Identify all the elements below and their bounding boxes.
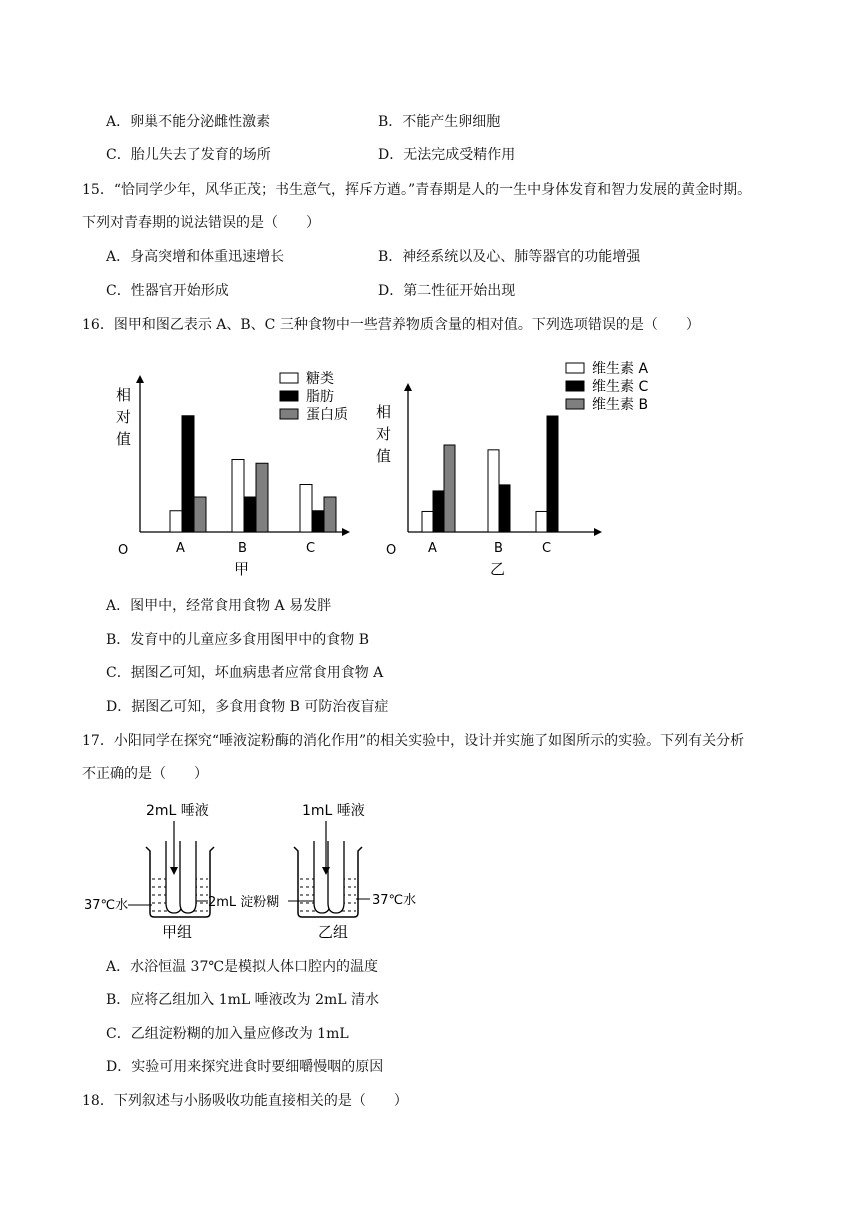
origin-label: O [386,543,397,558]
starch-label: 2mL 淀粉糊 [208,895,280,910]
y-axis-arrow [136,375,144,383]
y-axis-label-char: 相 [376,403,392,421]
right-beaker [288,821,370,917]
bar-A-0 [422,511,433,532]
bar-A-1 [433,491,444,532]
q14-option-b: B．不能产生卵细胞 [378,114,501,130]
x-tick-label: A [428,541,437,556]
x-tick-label: C [542,541,552,556]
y-axis-label-char: 值 [376,447,392,465]
right-saliva-label: 1mL 唾液 [302,803,365,819]
legend-label: 蛋白质 [306,407,348,423]
x-tick-label: B [238,541,247,556]
chart-jia [110,355,370,580]
x-tick-label: B [494,541,503,556]
right-water-label: 37℃水 [372,893,417,908]
bar-C-0 [300,485,312,533]
bar-B-1 [244,497,256,532]
q16-option-c: C．据图乙可知，坏血病患者应常食用食物 A [106,665,384,681]
q15-option-b: B．神经系统以及心、肺等器官的功能增强 [378,249,641,265]
q14-option-a: A．卵巢不能分泌雌性激素 [106,114,271,130]
bar-B-0 [488,450,499,532]
q16-option-d: D．据图乙可知，多食用食物 B 可防治夜盲症 [106,699,389,715]
origin-label: O [118,543,129,558]
bar-C-2 [324,497,336,532]
y-axis-label-char: 值 [116,430,132,448]
q15-option-a: A．身高突增和体重迅速增长 [106,249,285,265]
q15-stem-line2: 下列对青春期的说法错误的是（ ） [82,215,320,231]
bar-C-1 [312,511,324,532]
bar-B-1 [499,485,510,532]
q14-option-d: D．无法完成受精作用 [378,147,516,163]
q15-option-d: D．第二性征开始出现 [378,283,516,299]
legend-label: 糖类 [306,371,334,387]
left-beaker [128,821,214,917]
legend-label: 脂肪 [306,389,334,405]
q18-stem: 18．下列叙述与小肠吸收功能直接相关的是（ ） [82,1093,408,1109]
chart-caption: 乙 [490,560,506,578]
q17-option-c: C．乙组淀粉糊的加入量应修改为 1mL [106,1026,349,1042]
legend-label: 维生素 C [592,379,649,395]
group-yi-caption: 乙组 [318,923,349,941]
x-axis-arrow [594,528,602,536]
chart-yi [370,355,670,580]
q17-option-d: D．实验可用来探究进食时要细嚼慢咽的原因 [106,1059,384,1075]
beaker-experiment-figure [80,795,430,945]
group-jia-caption: 甲组 [162,923,193,941]
q16-stem: 16．图甲和图乙表示 A、B、C 三种食物中一些营养物质含量的相对值。下列选项错误的是（ ） [82,317,700,333]
q14-option-c: C．胎儿失去了发育的场所 [106,147,271,163]
q17-stem-line1: 17．小阳同学在探究“唾液淀粉酶的消化作用”的相关实验中，设计并实施了如图所示的实验。下列有关分析 [82,733,745,749]
bar-A-2 [444,445,455,532]
bar-A-0 [170,511,182,532]
q15-option-c: C．性器官开始形成 [106,283,229,299]
bar-A-1 [182,416,194,532]
legend-swatch [566,399,584,409]
x-tick-label: A [176,541,185,556]
x-tick-label: C [306,541,316,556]
legend-swatch [566,381,584,391]
q15-stem-line1: 15．“恰同学少年，风华正茂；书生意气，挥斥方遒。”青春期是人的一生中身体发育和智力发展的黄金时期。 [82,182,752,198]
legend-label: 维生素 A [592,361,649,377]
x-axis-arrow [342,528,350,536]
bar-C-0 [536,511,547,532]
legend-swatch [280,373,298,383]
q17-option-b: B．应将乙组加入 1mL 唾液改为 2mL 清水 [106,992,380,1008]
left-water-label: 37℃水 [84,898,129,913]
legend-label: 维生素 B [592,397,649,413]
bar-A-2 [194,497,206,532]
y-axis-label-char: 对 [376,425,392,443]
legend-swatch [280,409,298,419]
y-axis-label-char: 对 [116,408,132,426]
left-saliva-label: 2mL 唾液 [146,803,209,819]
y-axis-label-char: 相 [116,386,132,404]
q17-option-a: A．水浴恒温 37℃是模拟人体口腔内的温度 [106,959,379,975]
legend-swatch [280,391,298,401]
chart-caption: 甲 [234,560,250,578]
q17-stem-line2: 不正确的是（ ） [82,766,208,782]
y-axis-arrow [404,383,412,391]
q16-option-b: B．发育中的儿童应多食用图甲中的食物 B [106,632,370,648]
bar-C-1 [547,416,558,532]
bar-B-2 [256,463,268,532]
bar-B-0 [232,460,244,533]
q16-option-a: A．图甲中，经常食用食物 A 易发胖 [106,598,332,614]
legend-swatch [566,363,584,373]
